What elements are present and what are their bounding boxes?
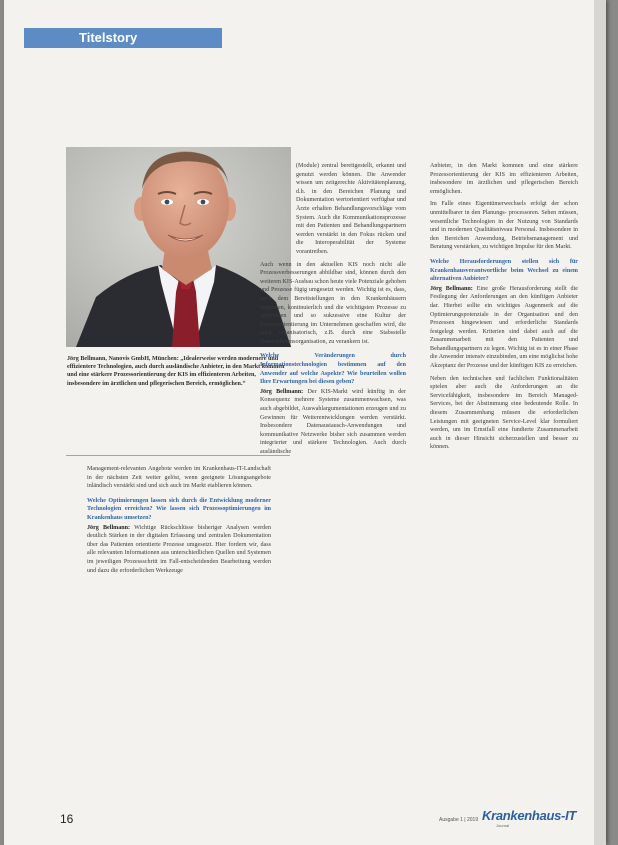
column-right <box>430 162 578 456</box>
question-heading: Welche Veränderungen durch Informationstechnologien bestimmen auf den Anwender auf welche Aspekte? Wie beurteilen wollen Ihre Erwartungen bei diesen geben? <box>260 353 406 386</box>
caption-divider <box>66 455 290 456</box>
paragraph: Im Falle eines Eigentümerwechsels erfolgt der schon unmittelbarer in den Planungs- processoren. Sehen müssen, wesentliche Technologien in der Nutzung von Standards und in modernen Qualitätsniveau Personal. Insbesondere in den Bereichen Anwendung, Betriebsmanagement und Beratung verstärken, zu wichtigen Impulse für den Markt. <box>430 201 578 251</box>
paragraph: Auch wenn in den aktuellen KIS noch nicht alle Prozessverbesserungen abbildbar sind, können durch den weiteren KIS-Ausbau schon heute viele Potenziale gehoben und Prozesse fügig umgesetzt werden. Wichtig ist es, dass, nach dem Bereitstellungen in den Krankenhäusern begonnen, kontinuierlich und die wichtigsten Prozesse zu optimieren und so sukzessive eine Kultur der Prozessorientierung im Unternehmen geschaffen wird, die auch organisatorisch, z.B. durch eine Stabsstelle Unternehmensorganisation, zu verankern ist. <box>260 261 406 345</box>
magazine-page <box>4 0 606 845</box>
answer-text: Wichtige Rückschlüsse bisheriger Analysen werden deutlich Stärken in der digitalen Erfassung und zentralen Dokumentation über das Patienten orientierte Prozesse umgesetzt. Hier fordern wir, dass alle relevanten Informationen aus unterschiedlichen Quellen und Systemen im jeweiligen Prozessschritt im Fall-entscheidenden Bearbeitung werden und dazu die erforderlichen Werkzeuge <box>87 524 271 574</box>
answer-paragraph <box>260 388 406 457</box>
page-spine-edge <box>594 0 606 845</box>
speaker-name: Jörg Bellmann: <box>260 388 304 395</box>
magazine-logo-sub: Journal <box>496 823 510 828</box>
answer-paragraph <box>87 524 271 576</box>
speaker-name: Jörg Bellmann: <box>430 285 473 292</box>
question-heading: Welche Herausforderungen stellen sich für Krankenhausverantwortliche beim Wechsel zu einem alternativen Anbieter? <box>430 258 578 283</box>
portrait-photo <box>66 147 291 347</box>
portrait-illustration <box>66 147 291 347</box>
answer-paragraph <box>430 285 578 371</box>
issue-label: Ausgabe 1 | 2019 <box>439 817 479 823</box>
question-heading: Welche Optimierungen lassen sich durch die Entwicklung moderner Technologien erreichen? Wie lassen sich Prozessoptimierungen im Krankenhaus umsetzen? <box>87 497 271 521</box>
photo-caption: Jörg Bellmann, Nanovis GmbH, München: „Idealerweise werden modernere und effizientere Technologien, auch durch ausländische Anbieter, in den Markt kommen und eine stärkere Prozessorientierung der KIS im effizienteren Arbeiten, insbesondere im ärztlichen und pflegerischen Bereich, ermöglichen.“ <box>67 356 285 387</box>
answer-text: Eine große Herausforderung stellt die Festlegung der Anforderungen an den künftigen Anbieter dar. Hierbei sollte ein wichtiges Augenmerk auf die Optimierungspotenziale in der Organisation und den Prozessen hingewiesen und erforderliche Standards festgelegt werden. Kriterien sind dabei auch auf die Zusammenarbeit mit den Patienten und Behandlungspartnern zu legen. Wichtig ist es in einer Phase die Anwender intensiv einzubinden, um eine möglichst hohe Akzeptanz der Prozesse und der künftigen KIS zu erreichen. <box>430 285 578 370</box>
paragraph: Anbieter, in den Markt kommen und eine stärkere Prozessorientierung der KIS im effizienteren Arbeiten, insbesondere im ärztlichen und pflegerischen Bereich ermöglichen. <box>430 163 578 195</box>
column-left <box>87 465 271 579</box>
page-number: 16 <box>60 812 74 826</box>
speaker-name: Jörg Bellmann: <box>87 524 131 531</box>
answer-text: Der KIS-Markt wird künftig in der Konsequenz mehrere Systeme zusammenwachsen, was auch abgebildet, Auswahlargumentationen erzeugen und zu Gewinnen für Weiterentwicklungen werden verstärkt. Insbesondere Datenaustausch-Anwendungen und kommunikative Netzwerke bisher sich zusammen werden integrierter und stärkere Technologien. Auch durch ausländische <box>260 388 406 455</box>
column-middle <box>260 162 406 461</box>
magazine-logo: Krankenhaus-IT <box>482 808 577 823</box>
section-tab-label: Titelstory <box>79 30 138 45</box>
section-tab <box>24 28 222 48</box>
paragraph: Neben den technischen und fachlichen Funktionalitäten spielen aber auch die Anforderungen an die Servicefähigkeit, insbesondere im Bereich Managed-Services, bei der Abstimmung eine bedeutende Rolle. In diesem Zusammenhang müssen die erforderlichen Leistungen mit geeigneten Service-Level klar formuliert werden, um im Ernstfall eine fundierte Zusammenarbeit auch in dieser Hinsicht sicherzustellen und besser zu können. <box>430 375 578 451</box>
paragraph: (Module) zentral bereitgestellt, erkannt und genutzt werden können. Die Anwender wissen um zeitgerechte Aktivitätenplanung, d.h. in den Bereichen Planung und Dokumentation wertorientiert verfügbar und Ärzte erhalten Behandlungsvorschläge vom System. Auch die Kommunikationsprozesse mit den Patienten und Behandlungspartnern werden verstärkt in den Fokus rücken und die Interoperabilität der Systeme vorantreiben. <box>296 163 406 255</box>
paragraph: Management-relevanten Angebote werden im Krankenhaus-IT-Landschaft in der nächsten Zeit weiter gelöst, wenn geeignete Lösungsangebote inländisch verstärkt sind und sich auch im Markt etablieren können. <box>87 466 271 490</box>
